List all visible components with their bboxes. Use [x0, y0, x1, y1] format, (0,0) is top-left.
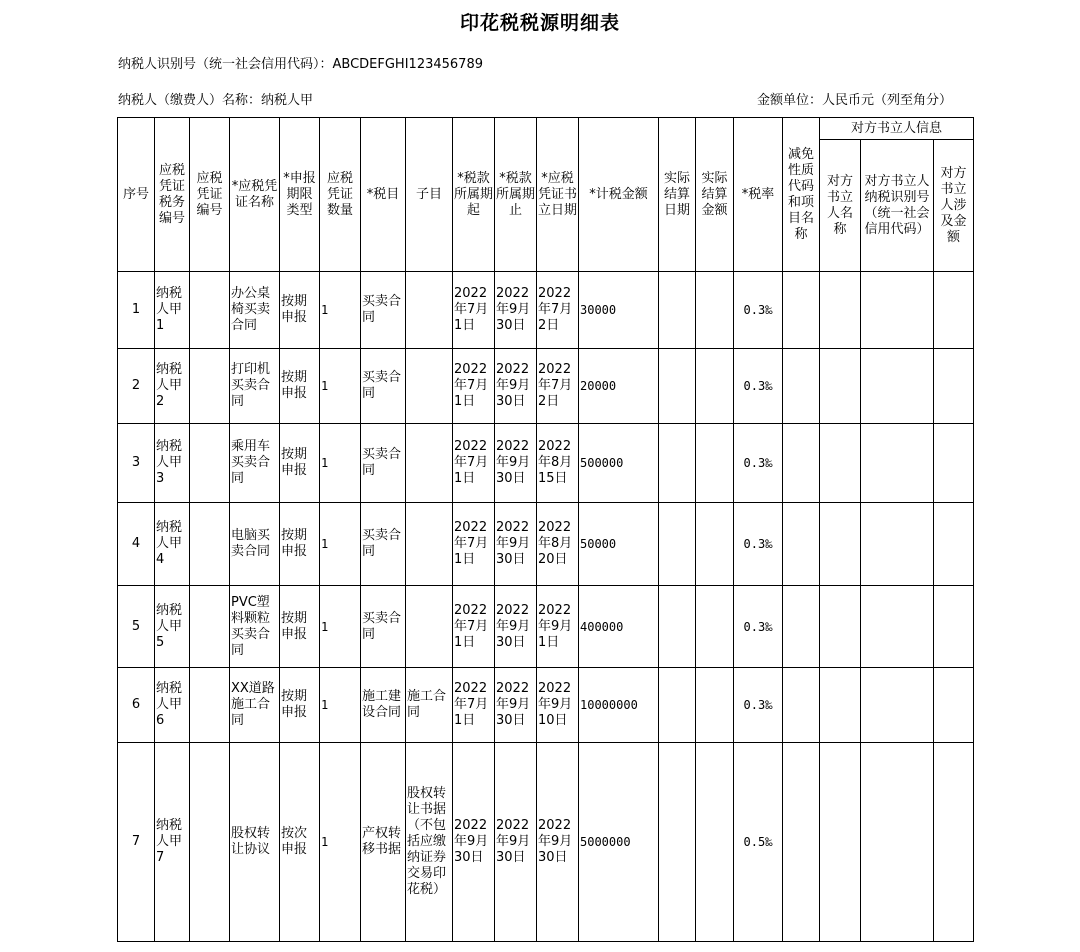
page-title: 印花税税源明细表 [459, 12, 620, 34]
cell-sign-date: 2022年9月1日 [537, 586, 579, 668]
cell-relief-code [783, 424, 820, 503]
cell-tax-rate: 0.3‰ [734, 503, 783, 586]
cell-tax-item: 施工建设合同 [361, 668, 406, 743]
table-row [118, 349, 974, 424]
cell-cp-name [820, 503, 861, 586]
header-settle-date: 实际结算日期 [659, 118, 696, 272]
cell-voucher-tax-no: 纳税人甲6 [155, 668, 190, 743]
cell-period-end: 2022年9月30日 [495, 503, 537, 586]
cell-cp-amount [934, 424, 974, 503]
cell-taxable-amount: 5000000 [579, 743, 659, 942]
header-cp-name: 对方书立人名称 [820, 140, 861, 272]
cell-cp-taxid [861, 349, 934, 424]
cell-taxable-amount: 30000 [579, 272, 659, 349]
cell-voucher-no [190, 424, 230, 503]
cell-cp-name [820, 668, 861, 743]
cell-settle-date [659, 743, 696, 942]
cell-settle-amount [696, 743, 734, 942]
cell-sub-item [406, 503, 453, 586]
cell-taxable-amount: 400000 [579, 586, 659, 668]
cell-period-end: 2022年9月30日 [495, 272, 537, 349]
cell-voucher-name: 电脑买卖合同 [230, 503, 280, 586]
cell-taxable-amount: 10000000 [579, 668, 659, 743]
cell-cp-taxid [861, 272, 934, 349]
cell-quantity: 1 [320, 586, 361, 668]
table-row [118, 743, 974, 942]
table-row [118, 586, 974, 668]
cell-period-type: 按期申报 [280, 668, 320, 743]
cell-voucher-name: 办公桌椅买卖合同 [230, 272, 280, 349]
cell-relief-code [783, 272, 820, 349]
taxpayer-name-line: 纳税人（缴费人）名称：纳税人甲 [118, 93, 314, 108]
header-period-end: *税款所属期止 [495, 118, 537, 272]
header-voucher-name: *应税凭证名称 [230, 118, 280, 272]
cell-settle-amount [696, 424, 734, 503]
header-seq: 序号 [118, 118, 155, 272]
stamp-tax-detail-table [117, 117, 974, 942]
cell-voucher-no [190, 586, 230, 668]
header-relief-code: 减免性质代码和项目名称 [783, 118, 820, 272]
cell-voucher-tax-no: 纳税人甲3 [155, 424, 190, 503]
cell-cp-amount [934, 743, 974, 942]
cell-sign-date: 2022年7月2日 [537, 349, 579, 424]
cell-tax-rate: 0.3‰ [734, 272, 783, 349]
header-cp-taxid: 对方书立人纳税识别号（统一社会信用代码） [861, 140, 934, 272]
cell-cp-name [820, 349, 861, 424]
cell-period-end: 2022年9月30日 [495, 424, 537, 503]
cell-seq: 1 [118, 272, 155, 349]
cell-settle-date [659, 272, 696, 349]
cell-voucher-no [190, 272, 230, 349]
cell-period-end: 2022年9月30日 [495, 349, 537, 424]
cell-cp-taxid [861, 424, 934, 503]
cell-period-end: 2022年9月30日 [495, 668, 537, 743]
cell-settle-date [659, 349, 696, 424]
cell-tax-item: 买卖合同 [361, 586, 406, 668]
cell-tax-rate: 0.3‰ [734, 349, 783, 424]
cell-sub-item: 施工合同 [406, 668, 453, 743]
table-row [118, 503, 974, 586]
cell-tax-rate: 0.3‰ [734, 586, 783, 668]
cell-cp-amount [934, 586, 974, 668]
cell-sign-date: 2022年9月30日 [537, 743, 579, 942]
cell-seq: 4 [118, 503, 155, 586]
cell-taxable-amount: 50000 [579, 503, 659, 586]
header-counterparty-group: 对方书立人信息 [820, 118, 974, 140]
cell-tax-rate: 0.3‰ [734, 424, 783, 503]
cell-cp-name [820, 586, 861, 668]
cell-period-start: 2022年7月1日 [453, 503, 495, 586]
cell-tax-rate: 0.5‰ [734, 743, 783, 942]
cell-cp-taxid [861, 503, 934, 586]
cell-quantity: 1 [320, 272, 361, 349]
cell-cp-taxid [861, 586, 934, 668]
cell-voucher-no [190, 503, 230, 586]
header-sub-item: 子目 [406, 118, 453, 272]
cell-quantity: 1 [320, 424, 361, 503]
header-taxable-amount: *计税金额 [579, 118, 659, 272]
cell-tax-item: 买卖合同 [361, 424, 406, 503]
cell-period-start: 2022年7月1日 [453, 586, 495, 668]
cell-voucher-name: XX道路施工合同 [230, 668, 280, 743]
cell-sub-item [406, 586, 453, 668]
cell-period-end: 2022年9月30日 [495, 586, 537, 668]
cell-cp-amount [934, 349, 974, 424]
cell-period-start: 2022年9月30日 [453, 743, 495, 942]
cell-period-type: 按期申报 [280, 586, 320, 668]
cell-tax-item: 产权转移书据 [361, 743, 406, 942]
cell-period-start: 2022年7月1日 [453, 272, 495, 349]
header-settle-amount: 实际结算金额 [696, 118, 734, 272]
cell-period-type: 按期申报 [280, 349, 320, 424]
cell-sub-item [406, 424, 453, 503]
cell-period-start: 2022年7月1日 [453, 668, 495, 743]
header-tax-rate: *税率 [734, 118, 783, 272]
cell-sub-item [406, 349, 453, 424]
cell-voucher-no [190, 349, 230, 424]
cell-settle-amount [696, 272, 734, 349]
cell-period-start: 2022年7月1日 [453, 349, 495, 424]
cell-cp-name [820, 424, 861, 503]
header-period-type: *申报期限类型 [280, 118, 320, 272]
cell-tax-item: 买卖合同 [361, 272, 406, 349]
cell-seq: 3 [118, 424, 155, 503]
cell-sub-item: 股权转让书据（不包括应缴纳证券交易印花税） [406, 743, 453, 942]
cell-period-end: 2022年9月30日 [495, 743, 537, 942]
table-row [118, 668, 974, 743]
cell-voucher-name: PVC塑料颗粒买卖合同 [230, 586, 280, 668]
cell-quantity: 1 [320, 668, 361, 743]
cell-period-type: 按期申报 [280, 272, 320, 349]
cell-sign-date: 2022年8月20日 [537, 503, 579, 586]
cell-seq: 5 [118, 586, 155, 668]
cell-voucher-tax-no: 纳税人甲7 [155, 743, 190, 942]
cell-voucher-tax-no: 纳税人甲2 [155, 349, 190, 424]
cell-settle-date [659, 668, 696, 743]
header-tax-item: *税目 [361, 118, 406, 272]
header-cp-amount: 对方书立人涉及金额 [934, 140, 974, 272]
cell-period-type: 按期申报 [280, 424, 320, 503]
cell-voucher-no [190, 668, 230, 743]
cell-cp-name [820, 272, 861, 349]
cell-period-type: 按期申报 [280, 503, 320, 586]
cell-quantity: 1 [320, 349, 361, 424]
cell-settle-date [659, 503, 696, 586]
header-voucher-no: 应税凭证编号 [190, 118, 230, 272]
cell-tax-item: 买卖合同 [361, 349, 406, 424]
cell-seq: 7 [118, 743, 155, 942]
cell-settle-amount [696, 349, 734, 424]
header-period-start: *税款所属期起 [453, 118, 495, 272]
cell-cp-taxid [861, 743, 934, 942]
cell-voucher-tax-no: 纳税人甲4 [155, 503, 190, 586]
cell-tax-item: 买卖合同 [361, 503, 406, 586]
cell-tax-rate: 0.3‰ [734, 668, 783, 743]
header-voucher-tax-no: 应税凭证税务编号 [155, 118, 190, 272]
cell-cp-amount [934, 668, 974, 743]
cell-voucher-name: 乘用车买卖合同 [230, 424, 280, 503]
cell-seq: 2 [118, 349, 155, 424]
cell-cp-name [820, 743, 861, 942]
cell-taxable-amount: 20000 [579, 349, 659, 424]
cell-period-type: 按次申报 [280, 743, 320, 942]
cell-settle-date [659, 424, 696, 503]
cell-relief-code [783, 503, 820, 586]
cell-cp-amount [934, 272, 974, 349]
cell-voucher-no [190, 743, 230, 942]
cell-relief-code [783, 668, 820, 743]
cell-settle-date [659, 586, 696, 668]
taxpayer-id-line: 纳税人识别号（统一社会信用代码）：ABCDEFGHI123456789 [118, 57, 483, 72]
table-row [118, 272, 974, 349]
cell-sign-date: 2022年7月2日 [537, 272, 579, 349]
cell-voucher-tax-no: 纳税人甲1 [155, 272, 190, 349]
cell-voucher-tax-no: 纳税人甲5 [155, 586, 190, 668]
cell-settle-amount [696, 503, 734, 586]
cell-quantity: 1 [320, 503, 361, 586]
cell-relief-code [783, 586, 820, 668]
header-quantity: 应税凭证数量 [320, 118, 361, 272]
cell-sign-date: 2022年9月10日 [537, 668, 579, 743]
cell-cp-taxid [861, 668, 934, 743]
cell-relief-code [783, 349, 820, 424]
cell-cp-amount [934, 503, 974, 586]
cell-settle-amount [696, 668, 734, 743]
cell-voucher-name: 股权转让协议 [230, 743, 280, 942]
cell-sub-item [406, 272, 453, 349]
cell-settle-amount [696, 586, 734, 668]
cell-voucher-name: 打印机买卖合同 [230, 349, 280, 424]
cell-relief-code [783, 743, 820, 942]
cell-sign-date: 2022年8月15日 [537, 424, 579, 503]
header-sign-date: *应税凭证书立日期 [537, 118, 579, 272]
amount-unit-line: 金额单位：人民币元（列至角分） [756, 93, 952, 108]
table-row [118, 424, 974, 503]
cell-seq: 6 [118, 668, 155, 743]
cell-taxable-amount: 500000 [579, 424, 659, 503]
cell-quantity: 1 [320, 743, 361, 942]
cell-period-start: 2022年7月1日 [453, 424, 495, 503]
